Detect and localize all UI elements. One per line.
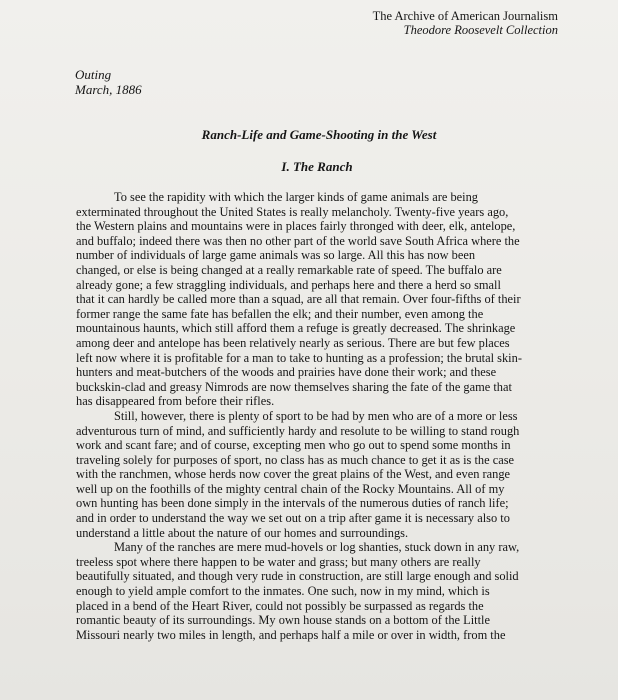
text-line: placed in a bend of the Heart River, could not possibly be surpassed as regards the [76, 598, 484, 613]
text-line: well up on the foothills of the mighty central chain of the Rocky Mountains. All of my [76, 481, 505, 496]
text-line: work and scant fare; and of course, excepting men who go out to spend some months in [76, 438, 511, 453]
text-line: enough to yield ample comfort to the inmates. One such, now in my mind, which is [76, 584, 490, 599]
archive-name: The Archive of American Journalism [372, 9, 558, 23]
publication-date: March, 1886 [75, 82, 142, 97]
text-line: adventurous turn of mind, and sufficiently hardy and resolute to be willing to stand rough [76, 423, 520, 438]
text-line: understand a little about the nature of our homes and surroundings. [76, 525, 409, 540]
text-line: number of individuals of large game animals was so large. All this has now been [76, 248, 476, 263]
text-line: own hunting has been done simply in the intervals of the numerous duties of ranch life; [76, 496, 509, 511]
text-line: To see the rapidity with which the larger kinds of game animals are being [114, 190, 478, 204]
text-line: former range the same fate has befallen the elk; and their number, even among the [76, 306, 484, 321]
text-line: treeless spot where there happen to be water and grass; but many others are really [76, 554, 481, 569]
text-line: has disappeared from before their rifles. [76, 394, 275, 409]
collection-name: Theodore Roosevelt Collection [403, 23, 558, 37]
text-line: that it can hardly be called more than a squad, are all that remain. Over four-fifths of their [76, 292, 521, 307]
text-line: buckskin-clad and greasy Nimrods are now themselves sharing the fate of the game that [76, 379, 512, 394]
text-line: beautifully situated, and though very rude in construction, are still large enough and solid [76, 569, 519, 584]
text-line: traveling solely for purposes of sport, no class has as much chance to get it as is the case [76, 452, 515, 467]
article-body [76, 190, 562, 642]
text-line: left now where it is profitable for a man to take to hunting as a profession; the brutal skin- [76, 350, 522, 365]
text-line: hunters and meat-butchers of the woods and prairies have done their work; and these [76, 365, 497, 380]
archive-header [373, 9, 558, 37]
text-line: already gone; a few straggling individuals, and perhaps here and there a herd so small [76, 277, 501, 292]
text-line: among deer and antelope has been relatively nearly as serious. There are but few places [76, 335, 510, 350]
text-line: and in order to understand the way we set out on a trip after game it is necessary also to [76, 511, 510, 526]
publication-name: Outing [75, 67, 112, 82]
text-line: Missouri nearly two miles in length, and perhaps half a mile or over in width, from the [76, 627, 506, 642]
text-line: and buffalo; indeed there was then no other part of the world save South Africa where the [76, 233, 520, 248]
publication-info [75, 67, 142, 97]
section-heading: I. The Ranch [281, 159, 353, 174]
text-line: Many of the ranches are mere mud-hovels or log shanties, stuck down in any raw, [114, 540, 520, 555]
text-line: the Western plains and mountains were in places fairly thronged with deer, elk, antelope, [76, 219, 516, 234]
text-line: mountainous haunts, which still afford them a refuge is greatly decreased. The shrinkage [76, 321, 516, 336]
text-line: Still, however, there is plenty of sport to be had by men who are of a more or less [114, 408, 518, 423]
text-line: with the ranchmen, whose herds now cover the great plains of the West, and even range [76, 467, 511, 482]
text-line: romantic beauty of its surroundings. My own house stands on a bottom of the Little [76, 613, 490, 628]
article-title: Ranch-Life and Game-Shooting in the West [201, 127, 437, 142]
text-line: changed, or else is being changed at a really remarkable rate of speed. The buffalo are [76, 262, 502, 277]
text-line: exterminated throughout the United States is really melancholy. Twenty-five years ago, [76, 204, 509, 219]
